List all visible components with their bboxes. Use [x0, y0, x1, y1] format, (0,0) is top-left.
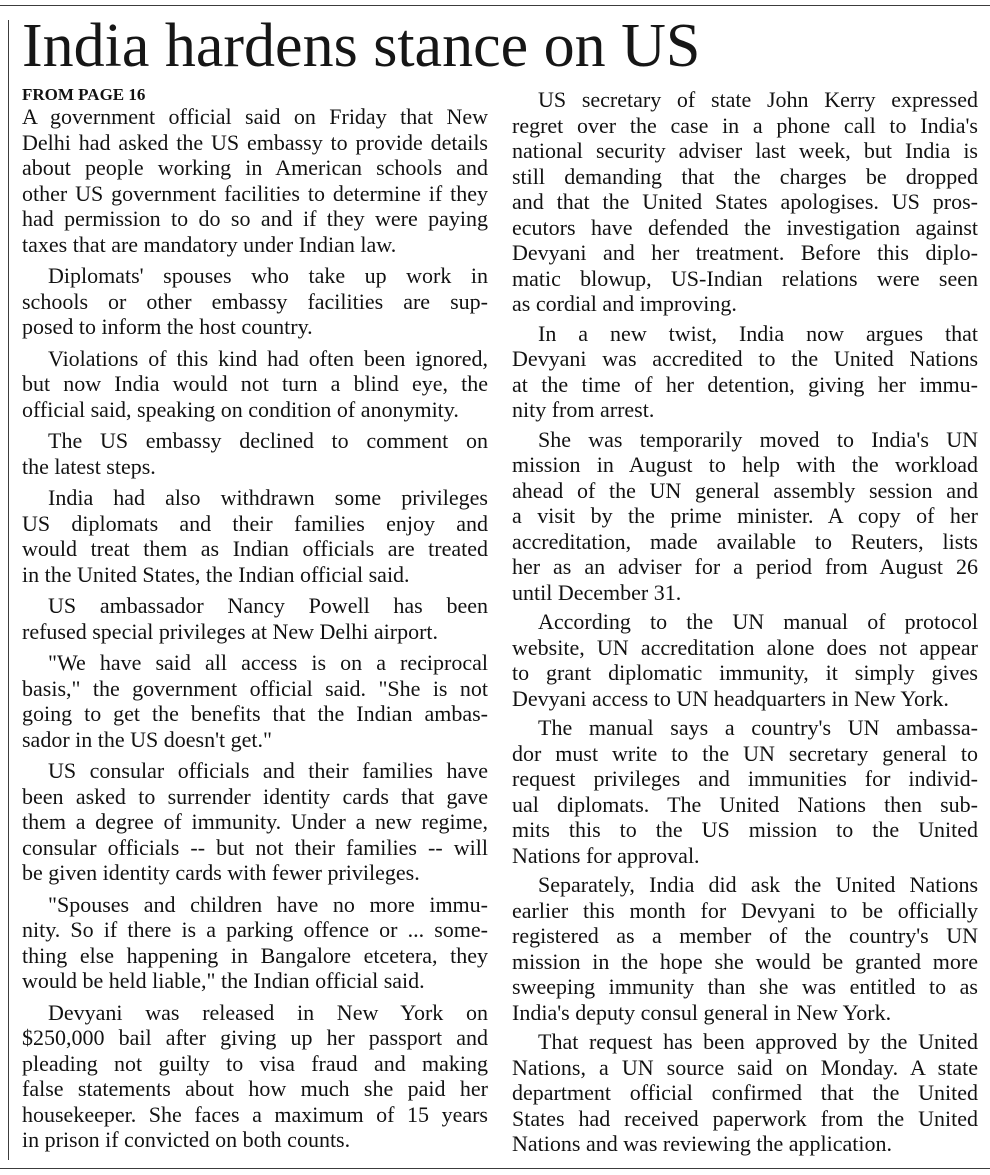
text-line: about people working in American schools and: [22, 155, 488, 180]
text-line: housekeeper. She faces a maximum of 15 years: [22, 1101, 488, 1127]
text-line: Nations for approval.: [512, 842, 700, 868]
paragraph: [22, 758, 488, 886]
text-line: According to the UN manual of protocol: [538, 609, 978, 634]
text-line: earlier this month for Devyani to be officially: [512, 897, 978, 923]
paragraph: [512, 321, 978, 423]
text-line: in the United States, the Indian official said.: [22, 561, 410, 587]
text-line: refused special privileges at New Delhi airport.: [22, 618, 439, 644]
paragraph: [512, 715, 978, 868]
paragraph: [512, 1029, 978, 1157]
text-line: to grant diplomatic immunity, it simply gives: [512, 660, 978, 685]
text-line: accreditation, made available to Reuters, lists: [512, 528, 978, 554]
paragraph: [512, 87, 978, 317]
text-line: at the time of her detention, giving her immu-: [512, 371, 978, 397]
left-column: [22, 104, 488, 1153]
text-line: "Spouses and children have no more immu-: [48, 891, 488, 917]
text-line: The US embassy declined to comment on: [48, 428, 488, 453]
text-line: Nations, a UN source said on Monday. A state: [512, 1054, 978, 1080]
text-line: thing else happening in Bangalore etcetera, they: [22, 942, 488, 968]
paragraph: [22, 485, 488, 587]
text-line: mits this to the US mission to the United: [512, 817, 978, 842]
text-line: going to get the benefits that the Indian ambas-: [22, 701, 488, 726]
text-line: had permission to do so and if they were paying: [22, 206, 488, 231]
text-line: mission in August to help with the workload: [512, 452, 978, 477]
text-line: been asked to surrender identity cards that gave: [22, 783, 488, 809]
text-line: still demanding that the charges be dropped: [512, 163, 978, 189]
left-border-rule: [8, 20, 9, 1160]
text-line: in prison if convicted on both counts.: [22, 1127, 351, 1152]
text-line: Devyani and her treatment. Before this diplo-: [512, 240, 978, 265]
headline: India hardens stance on US: [22, 12, 701, 80]
text-line: pleading not guilty to visa fraud and making: [22, 1050, 488, 1076]
text-line: Devyani was accredited to the United Nations: [512, 346, 978, 371]
text-line: be given identity cards with fewer privileges.: [22, 860, 420, 885]
text-line: consular officials -- but not their families -- will: [22, 834, 488, 860]
text-line: Devyani was released in New York on: [48, 999, 488, 1025]
text-line: Violations of this kind had often been ignored,: [48, 345, 488, 371]
text-line: Nations and was reviewing the application.: [512, 1131, 893, 1156]
text-line: US consular officials and their families have: [48, 758, 488, 783]
text-line: them a degree of immunity. Under a new regime,: [22, 809, 488, 834]
top-rule: [0, 5, 990, 6]
text-line: States had received paperwork from the United: [512, 1105, 978, 1131]
bottom-rule: [0, 1168, 990, 1169]
text-line: Devyani access to UN headquarters in New York.: [512, 685, 949, 711]
text-line: official said, speaking on condition of anonymity.: [22, 396, 459, 422]
text-line: sweeping immunity than she was entitled to as: [512, 974, 978, 999]
text-line: US secretary of state John Kerry expressed: [538, 87, 978, 112]
text-line: US ambassador Nancy Powell has been: [48, 593, 488, 618]
text-line: request privileges and immunities for individ-: [512, 766, 978, 791]
jump-line: FROM PAGE 16: [22, 85, 146, 104]
text-line: A government official said on Friday that New: [22, 104, 488, 129]
text-line: registered as a member of the country's UN: [512, 923, 978, 948]
paragraph: [22, 346, 488, 423]
paragraph: [22, 263, 488, 340]
paragraph: [512, 609, 978, 711]
paragraph: [22, 1000, 488, 1153]
text-line: schools or other embassy facilities are sup-: [22, 288, 488, 314]
text-line: Diplomats' spouses who take up work in: [48, 263, 488, 288]
text-line: until December 31.: [512, 579, 682, 605]
text-line: She was temporarily moved to India's UN: [538, 426, 978, 452]
text-line: posed to inform the host country.: [22, 314, 313, 339]
right-column: [512, 87, 978, 1157]
text-line: ecutors have defended the investigation against: [512, 214, 978, 240]
text-line: nity. So if there is a parking offence or ... some-: [22, 917, 488, 942]
text-line: In a new twist, India now argues that: [538, 320, 978, 346]
text-line: sador in the US doesn't get.": [22, 726, 273, 752]
text-line: a visit by the prime minister. A copy of her: [512, 503, 978, 528]
text-line: would treat them as Indian officials are treated: [22, 536, 488, 561]
text-line: Separately, India did ask the United Nations: [538, 872, 978, 897]
text-line: ahead of the UN general assembly session and: [512, 477, 978, 503]
text-line: national security adviser last week, but India is: [512, 138, 978, 163]
text-line: taxes that are mandatory under Indian law.: [22, 231, 397, 257]
text-line: mission in the hope she would be granted more: [512, 948, 978, 974]
text-line: but now India would not turn a blind eye, the: [22, 371, 488, 396]
paragraph: [22, 593, 488, 644]
text-line: the latest steps.: [22, 453, 156, 479]
text-line: website, UN accreditation alone does not appear: [512, 634, 978, 660]
text-line: That request has been approved by the United: [538, 1029, 978, 1054]
text-line: Delhi had asked the US embassy to provide details: [22, 129, 488, 155]
text-line: nity from arrest.: [512, 397, 655, 422]
text-line: basis," the government official said. "She is not: [22, 675, 488, 701]
text-line: The manual says a country's UN ambassa-: [538, 715, 978, 740]
text-line: dor must write to the UN secretary general to: [512, 740, 978, 766]
text-line: regret over the case in a phone call to India's: [512, 112, 978, 138]
paragraph: [22, 104, 488, 257]
paragraph: [22, 650, 488, 752]
text-line: US diplomats and their families enjoy and: [22, 510, 488, 536]
text-line: India's deputy consul general in New York.: [512, 999, 892, 1025]
text-line: "We have said all access is on a reciprocal: [48, 650, 488, 675]
text-line: other US government facilities to determine if they: [22, 180, 488, 206]
text-line: false statements about how much she paid her: [22, 1076, 488, 1101]
text-line: and that the United States apologises. US pros-: [512, 189, 978, 214]
text-line: $250,000 bail after giving up her passport and: [22, 1025, 488, 1050]
text-line: would be held liable," the Indian official said.: [22, 968, 425, 993]
paragraph: [512, 872, 978, 1025]
paragraph: [22, 428, 488, 479]
text-line: her as an adviser for a period from August 26: [512, 554, 978, 579]
text-line: India had also withdrawn some privileges: [48, 485, 488, 510]
text-line: matic blowup, US-Indian relations were seen: [512, 265, 978, 291]
text-line: as cordial and improving.: [512, 291, 737, 316]
paragraph: [512, 427, 978, 606]
text-line: department official confirmed that the United: [512, 1080, 978, 1105]
text-line: ual diplomats. The United Nations then sub-: [512, 791, 978, 817]
paragraph: [22, 892, 488, 994]
